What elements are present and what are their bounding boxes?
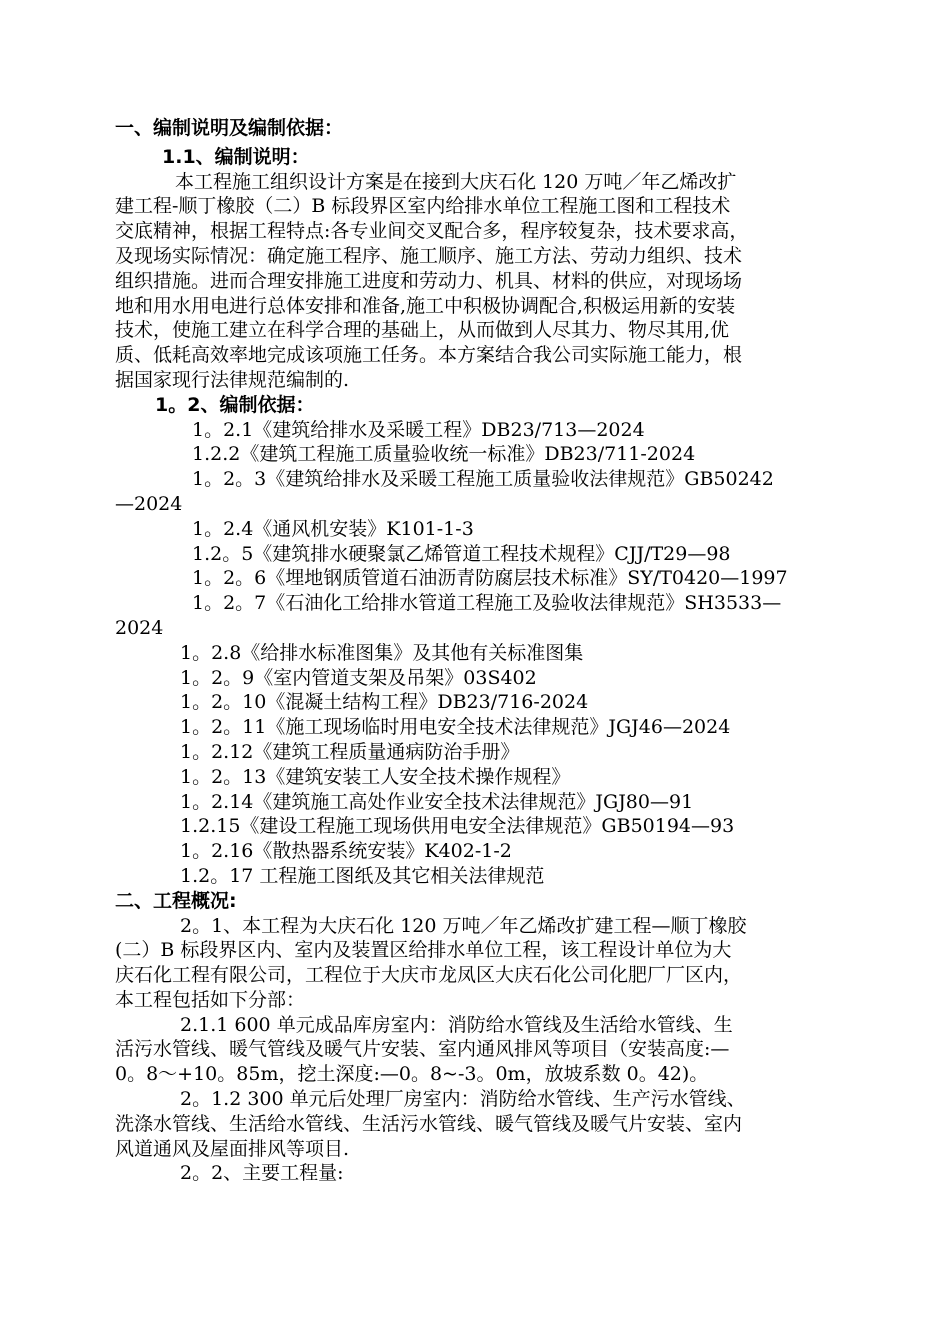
reference-item: 1。2.16《散热器系统安装》K402-1-2 <box>180 840 512 863</box>
reference-item: 1。2.8《给排水标准图集》及其他有关标准图集 <box>180 641 584 664</box>
paragraph-line: (二）B 标段界区内、室内及装置区给排水单位工程，该工程设计单位为大 <box>115 939 732 962</box>
reference-item-continuation: 2024 <box>115 616 164 639</box>
paragraph-line: 本工程包括如下分部： <box>115 988 306 1011</box>
paragraph-line: 2。1.2 300 单元后处理厂房室内：消防给水管线、生产污水管线、 <box>180 1088 746 1111</box>
reference-item: 1。2。6《埋地钢质管道石油沥青防腐层技术标准》SY/T0420—1997 <box>192 567 788 590</box>
subsection-1-2-heading: 1。2、编制依据： <box>155 393 315 416</box>
reference-item: 1。2。9《室内管道支架及吊架》03S402 <box>180 666 537 689</box>
paragraph-line: 0。8～+10。85m，挖土深度:—0。8~-3。0m，放坡系数 0。42)。 <box>115 1063 709 1086</box>
paragraph-line: 2。2、主要工程量: <box>180 1162 344 1185</box>
paragraph-line: 本工程施工组织设计方案是在接到大庆石化 120 万吨／年乙烯改扩 <box>175 170 737 193</box>
reference-item: 1。2.1《建筑给排水及采暖工程》DB23/713—2024 <box>192 418 645 441</box>
paragraph-line: 建工程-顺丁橡胶（二）B 标段界区室内给排水单位工程施工图和工程技术 <box>115 195 731 218</box>
paragraph-line: 庆石化工程有限公司，工程位于大庆市龙凤区大庆石化公司化肥厂厂区内， <box>115 964 743 987</box>
paragraph-line: 质、低耗高效率地完成该项施工任务。本方案结合我公司实际施工能力，根 <box>115 344 743 367</box>
paragraph-line: 及现场实际情况：确定施工程序、施工顺序、施工方法、劳动力组织、技术 <box>115 244 743 267</box>
reference-item: 1。2.4《通风机安装》K101-1-3 <box>192 517 474 540</box>
reference-item: 1。2。10《混凝土结构工程》DB23/716-2024 <box>180 691 589 714</box>
paragraph-line: 风道通风及屋面排风等项目. <box>115 1137 350 1160</box>
reference-item-continuation: —2024 <box>115 492 183 515</box>
paragraph-line: 2。1、本工程为大庆石化 120 万吨／年乙烯改扩建工程—顺丁橡胶 <box>180 914 747 937</box>
paragraph-line: 交底精神，根据工程特点:各专业间交叉配合多，程序较复杂，技术要求高， <box>115 220 749 243</box>
paragraph-line: 活污水管线、暖气管线及暖气片安装、室内通风排风等项目（安装高度:— <box>115 1038 730 1061</box>
reference-item: 1。2.14《建筑施工高处作业安全技术法律规范》JGJ80—91 <box>180 790 694 813</box>
paragraph-line: 地和用水用电进行总体安排和准备,施工中积极协调配合,积极运用新的安装 <box>115 294 736 317</box>
section-2-heading: 二、工程概况: <box>115 889 237 912</box>
reference-item: 1.2.2《建筑工程施工质量验收统一标准》DB23/711-2024 <box>192 443 696 466</box>
paragraph-line: 组织措施。进而合理安排施工进度和劳动力、机具、材料的供应，对现场场 <box>115 269 743 292</box>
paragraph-line: 据国家现行法律规范编制的. <box>115 368 350 391</box>
reference-item: 1。2.12《建筑工程质量通病防治手册》 <box>180 740 520 763</box>
reference-item: 1。2。7《石油化工给排水管道工程施工及验收法律规范》SH3533— <box>192 592 782 615</box>
reference-item: 1。2。13《建筑安装工人安全技术操作规程》 <box>180 765 571 788</box>
reference-item: 1.2。17 工程施工图纸及其它相关法律规范 <box>180 864 545 887</box>
paragraph-line: 洗涤水管线、生活给水管线、生活污水管线、暖气管线及暖气片安装、室内 <box>115 1112 743 1135</box>
reference-item: 1.2.15《建设工程施工现场供用电安全法律规范》GB50194—93 <box>180 815 735 838</box>
section-1-heading: 一、编制说明及编制依据： <box>115 117 344 139</box>
reference-item: 1。2。11《施工现场临时用电安全技术法律规范》JGJ46—2024 <box>180 716 731 739</box>
subsection-1-1-heading: 1.1、编制说明： <box>162 145 310 168</box>
paragraph-line: 技术，使施工建立在科学合理的基础上，从而做到人尽其力、物尽其用,优 <box>115 319 730 342</box>
reference-item: 1。2。3《建筑给排水及采暖工程施工质量验收法律规范》GB50242 <box>192 468 774 491</box>
reference-item: 1.2。5《建筑排水硬聚氯乙烯管道工程技术规程》CJJ/T29—98 <box>192 542 731 565</box>
document-body <box>115 116 855 1186</box>
paragraph-line: 2.1.1 600 单元成品库房室内：消防给水管线及生活给水管线、生 <box>180 1013 733 1036</box>
